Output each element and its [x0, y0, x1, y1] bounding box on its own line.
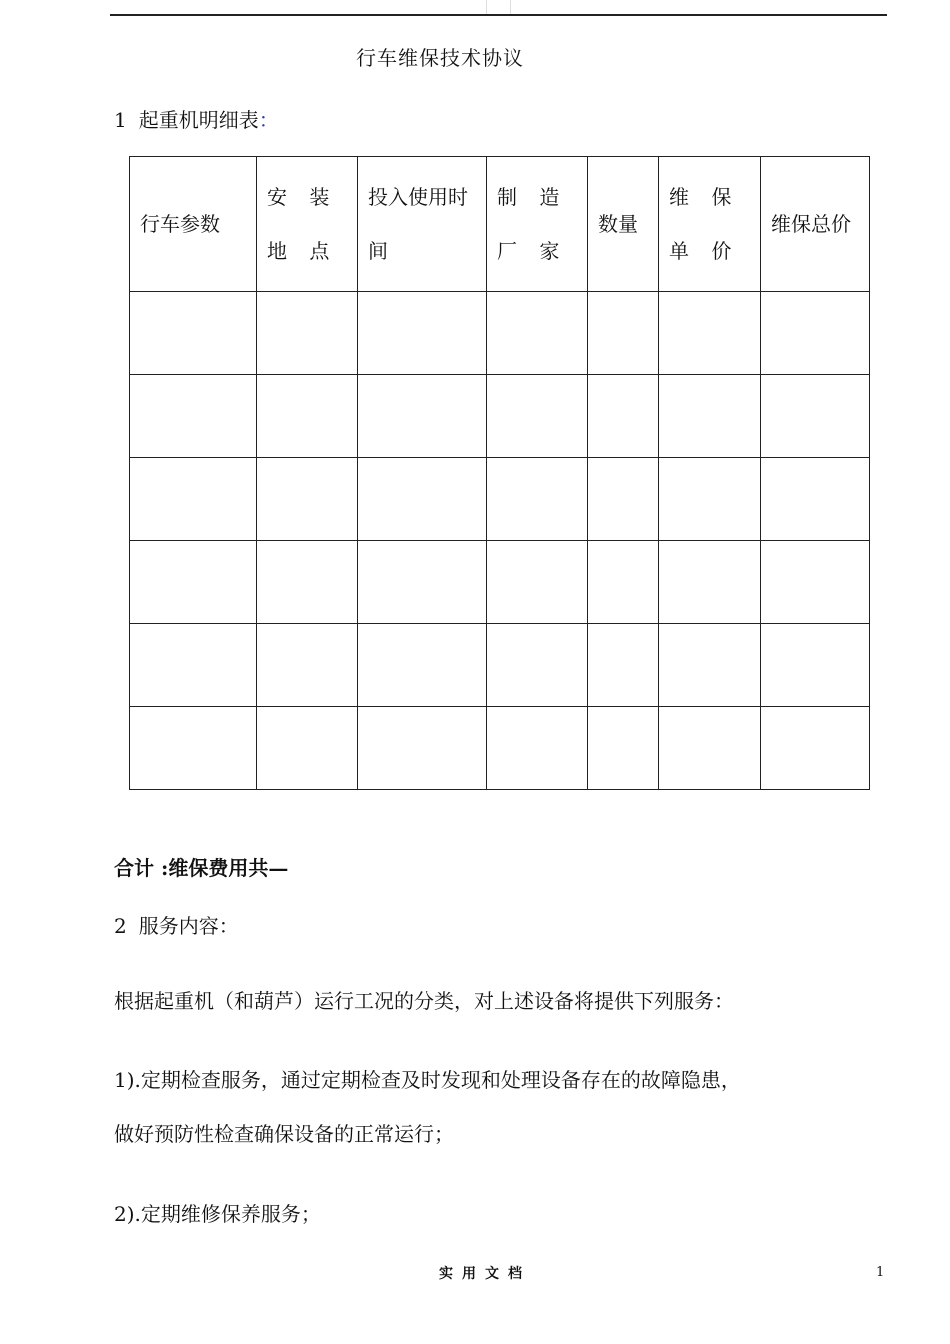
- table-cell: [659, 541, 761, 624]
- table-cell: [130, 541, 257, 624]
- table-cell: [659, 458, 761, 541]
- total-line: 合计 :维保费用共—: [114, 856, 289, 880]
- table-cell: [761, 375, 870, 458]
- table-row: [130, 375, 870, 458]
- table-cell: [761, 458, 870, 541]
- paragraph: 根据起重机（和葫芦）运行工况的分类，对上述设备将提供下列服务：: [114, 989, 734, 1013]
- table-cell: [659, 292, 761, 375]
- table-cell: [659, 375, 761, 458]
- table-cell: [588, 375, 659, 458]
- crane-detail-table: [129, 156, 870, 790]
- table-cell: [761, 707, 870, 790]
- section-2-heading: [114, 910, 239, 939]
- table-cell: [487, 292, 588, 375]
- table-cell: [487, 707, 588, 790]
- table-cell: [588, 707, 659, 790]
- table-cell: [358, 707, 487, 790]
- section-label: 起重机明细表: [138, 108, 259, 132]
- table-cell: [588, 541, 659, 624]
- header-divider: [486, 0, 487, 14]
- table-cell: [659, 707, 761, 790]
- header-divider: [510, 0, 511, 14]
- table-cell: [588, 458, 659, 541]
- table-cell: [257, 458, 358, 541]
- table-cell: [358, 541, 487, 624]
- table-cell: [761, 292, 870, 375]
- table-cell: [257, 707, 358, 790]
- table-cell: [487, 624, 588, 707]
- header-manufacturer: 制 造 厂 家: [487, 157, 588, 292]
- section-number: 2: [114, 914, 127, 938]
- table-row: [130, 458, 870, 541]
- table-cell: [487, 375, 588, 458]
- section-colon: ：: [258, 108, 279, 132]
- section-number: 1: [114, 108, 127, 132]
- table-cell: [487, 458, 588, 541]
- paragraph: 2).定期维修保养服务；: [114, 1202, 321, 1226]
- table-row: [130, 292, 870, 375]
- header-commission-date: 投入使用时间: [358, 157, 487, 292]
- table-cell: [130, 458, 257, 541]
- table-cell: [257, 624, 358, 707]
- table-cell: [761, 541, 870, 624]
- section-label: 服务内容：: [138, 914, 239, 938]
- table-cell: [487, 541, 588, 624]
- table-cell: [761, 624, 870, 707]
- table-cell: [257, 292, 358, 375]
- table-cell: [358, 458, 487, 541]
- table-row: [130, 707, 870, 790]
- header-total-price: 维保总价: [761, 157, 870, 292]
- table-header-row: [130, 157, 870, 292]
- header-install-location: 安 装 地 点: [257, 157, 358, 292]
- table-cell: [659, 624, 761, 707]
- table-row: [130, 624, 870, 707]
- table-cell: [588, 624, 659, 707]
- table-cell: [257, 541, 358, 624]
- table-cell: [588, 292, 659, 375]
- table-cell: [130, 707, 257, 790]
- header-rule: [110, 14, 887, 16]
- table-cell: [358, 624, 487, 707]
- table-cell: [257, 375, 358, 458]
- table-cell: [130, 292, 257, 375]
- section-1-heading: [114, 104, 279, 133]
- table-cell: [130, 375, 257, 458]
- table-row: [130, 541, 870, 624]
- header-crane-params: 行车参数: [130, 157, 257, 292]
- footer-label: 实用文档: [439, 1266, 531, 1282]
- table-cell: [358, 292, 487, 375]
- document-title: 行车维保技术协议: [356, 46, 524, 70]
- table-cell: [358, 375, 487, 458]
- header-quantity: 数量: [588, 157, 659, 292]
- paragraph: 1).定期检查服务，通过定期检查及时发现和处理设备存在的故障隐患，: [114, 1068, 741, 1092]
- paragraph: 做好预防性检查确保设备的正常运行；: [114, 1122, 454, 1146]
- header-unit-price: 维 保 单 价: [659, 157, 761, 292]
- table-cell: [130, 624, 257, 707]
- page-number: 1: [876, 1265, 885, 1280]
